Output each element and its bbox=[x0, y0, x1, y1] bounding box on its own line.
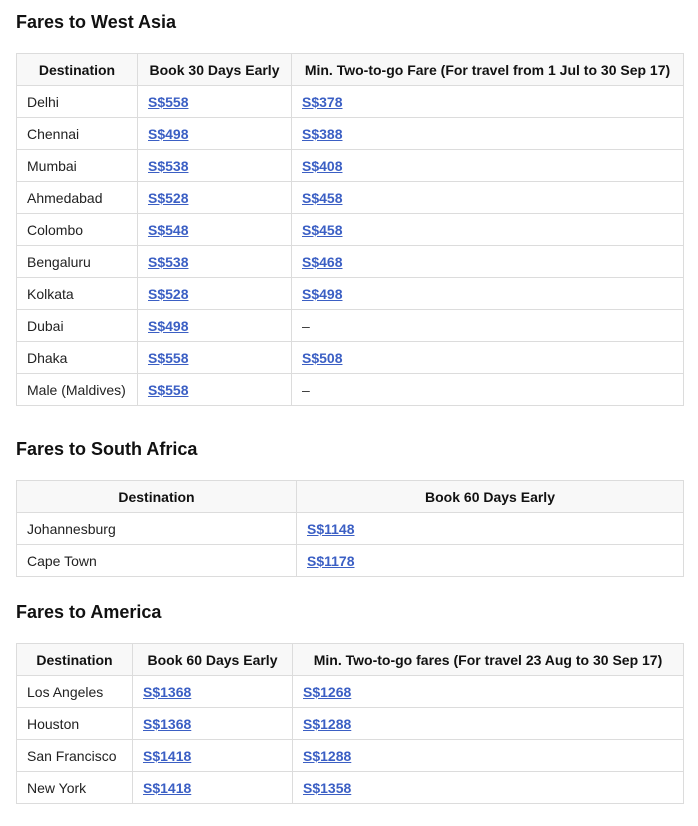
table-row bbox=[17, 118, 684, 150]
dash-text: – bbox=[302, 317, 310, 334]
destination-cell: San Francisco bbox=[17, 740, 133, 772]
destination-cell: Houston bbox=[17, 708, 133, 740]
table-row bbox=[17, 214, 684, 246]
destination-cell: Bengaluru bbox=[17, 246, 138, 278]
table-row bbox=[17, 374, 684, 406]
destination-cell: Los Angeles bbox=[17, 676, 133, 708]
early-fare-link[interactable]: S$1148 bbox=[307, 520, 355, 537]
two-to-go-fare-cell bbox=[292, 278, 684, 310]
two-to-go-fare-cell bbox=[292, 246, 684, 278]
early-fare-cell bbox=[138, 182, 292, 214]
early-fare-link[interactable]: S$1178 bbox=[307, 552, 355, 569]
early-fare-cell bbox=[297, 513, 684, 545]
early-fare-link[interactable]: S$498 bbox=[148, 125, 189, 142]
early-fare-cell bbox=[133, 676, 293, 708]
unavailable-fare-cell bbox=[292, 374, 684, 406]
early-fare-cell bbox=[133, 740, 293, 772]
early-fare-link[interactable]: S$1368 bbox=[143, 715, 192, 732]
two-to-go-fare-cell bbox=[293, 708, 684, 740]
early-fare-link[interactable]: S$1418 bbox=[143, 747, 192, 764]
two-to-go-fare-cell bbox=[292, 118, 684, 150]
early-fare-cell bbox=[138, 150, 292, 182]
fares-table-west-asia bbox=[16, 53, 684, 406]
column-header-destination: Destination bbox=[17, 644, 133, 676]
early-fare-link[interactable]: S$538 bbox=[148, 253, 189, 270]
destination-cell: Dhaka bbox=[17, 342, 138, 374]
two-to-go-fare-link[interactable]: S$378 bbox=[302, 93, 343, 110]
early-fare-link[interactable]: S$1418 bbox=[143, 779, 192, 796]
destination-cell: Mumbai bbox=[17, 150, 138, 182]
two-to-go-fare-link[interactable]: S$408 bbox=[302, 157, 343, 174]
early-fare-cell bbox=[138, 246, 292, 278]
two-to-go-fare-link[interactable]: S$458 bbox=[302, 221, 343, 238]
two-to-go-fare-link[interactable]: S$388 bbox=[302, 125, 343, 142]
column-header-book-60-days: Book 60 Days Early bbox=[133, 644, 293, 676]
early-fare-link[interactable]: S$558 bbox=[148, 93, 189, 110]
two-to-go-fare-cell bbox=[292, 214, 684, 246]
early-fare-cell bbox=[297, 545, 684, 577]
destination-cell: Johannesburg bbox=[17, 513, 297, 545]
table-row bbox=[17, 772, 684, 804]
table-row bbox=[17, 310, 684, 342]
dash-text: – bbox=[302, 381, 310, 398]
two-to-go-fare-cell bbox=[293, 772, 684, 804]
early-fare-cell bbox=[138, 374, 292, 406]
early-fare-link[interactable]: S$528 bbox=[148, 285, 189, 302]
table-row bbox=[17, 150, 684, 182]
table-row bbox=[17, 278, 684, 310]
column-header-book-60-days: Book 60 Days Early bbox=[297, 481, 684, 513]
table-row bbox=[17, 86, 684, 118]
two-to-go-fare-cell bbox=[293, 740, 684, 772]
early-fare-link[interactable]: S$558 bbox=[148, 349, 189, 366]
table-row bbox=[17, 740, 684, 772]
table-row bbox=[17, 513, 684, 545]
early-fare-link[interactable]: S$548 bbox=[148, 221, 189, 238]
destination-cell: Male (Maldives) bbox=[17, 374, 138, 406]
destination-cell: Delhi bbox=[17, 86, 138, 118]
early-fare-link[interactable]: S$498 bbox=[148, 317, 189, 334]
two-to-go-fare-link[interactable]: S$498 bbox=[302, 285, 343, 302]
section-title-west-asia: Fares to West Asia bbox=[16, 12, 177, 32]
two-to-go-fare-cell bbox=[292, 150, 684, 182]
destination-cell: Colombo bbox=[17, 214, 138, 246]
two-to-go-fare-cell bbox=[292, 342, 684, 374]
two-to-go-fare-link[interactable]: S$508 bbox=[302, 349, 343, 366]
two-to-go-fare-cell bbox=[292, 86, 684, 118]
early-fare-cell bbox=[138, 278, 292, 310]
table-row bbox=[17, 246, 684, 278]
table-row bbox=[17, 342, 684, 374]
early-fare-link[interactable]: S$558 bbox=[148, 381, 189, 398]
early-fare-cell bbox=[138, 86, 292, 118]
column-header-two-to-go: Min. Two-to-go fares (For travel 23 Aug to 30 Sep 17) bbox=[293, 644, 684, 676]
two-to-go-fare-link[interactable]: S$1358 bbox=[303, 779, 352, 796]
two-to-go-fare-cell bbox=[292, 182, 684, 214]
two-to-go-fare-link[interactable]: S$1268 bbox=[303, 683, 352, 700]
column-header-book-30-days: Book 30 Days Early bbox=[138, 54, 292, 86]
column-header-two-to-go: Min. Two-to-go Fare (For travel from 1 Jul to 30 Sep 17) bbox=[292, 54, 684, 86]
early-fare-cell bbox=[138, 342, 292, 374]
table-row bbox=[17, 182, 684, 214]
two-to-go-fare-link[interactable]: S$468 bbox=[302, 253, 343, 270]
early-fare-link[interactable]: S$538 bbox=[148, 157, 189, 174]
early-fare-cell bbox=[138, 310, 292, 342]
destination-cell: New York bbox=[17, 772, 133, 804]
column-header-destination: Destination bbox=[17, 54, 138, 86]
early-fare-cell bbox=[133, 708, 293, 740]
early-fare-cell bbox=[133, 772, 293, 804]
table-header-row bbox=[17, 644, 684, 676]
section-title-south-africa: Fares to South Africa bbox=[16, 439, 198, 459]
two-to-go-fare-link[interactable]: S$1288 bbox=[303, 715, 352, 732]
table-header-row bbox=[17, 54, 684, 86]
table-row bbox=[17, 708, 684, 740]
destination-cell: Kolkata bbox=[17, 278, 138, 310]
early-fare-link[interactable]: S$528 bbox=[148, 189, 189, 206]
destination-cell: Dubai bbox=[17, 310, 138, 342]
destination-cell: Cape Town bbox=[17, 545, 297, 577]
destination-cell: Ahmedabad bbox=[17, 182, 138, 214]
destination-cell: Chennai bbox=[17, 118, 138, 150]
table-row bbox=[17, 545, 684, 577]
two-to-go-fare-cell bbox=[293, 676, 684, 708]
early-fare-cell bbox=[138, 118, 292, 150]
fares-table-south-africa bbox=[16, 480, 684, 577]
two-to-go-fare-link[interactable]: S$1288 bbox=[303, 747, 352, 764]
column-header-destination: Destination bbox=[17, 481, 297, 513]
unavailable-fare-cell bbox=[292, 310, 684, 342]
early-fare-cell bbox=[138, 214, 292, 246]
table-row bbox=[17, 676, 684, 708]
table-header-row bbox=[17, 481, 684, 513]
fares-table-america bbox=[16, 643, 684, 804]
two-to-go-fare-link[interactable]: S$458 bbox=[302, 189, 343, 206]
early-fare-link[interactable]: S$1368 bbox=[143, 683, 192, 700]
section-title-america: Fares to America bbox=[16, 602, 162, 622]
